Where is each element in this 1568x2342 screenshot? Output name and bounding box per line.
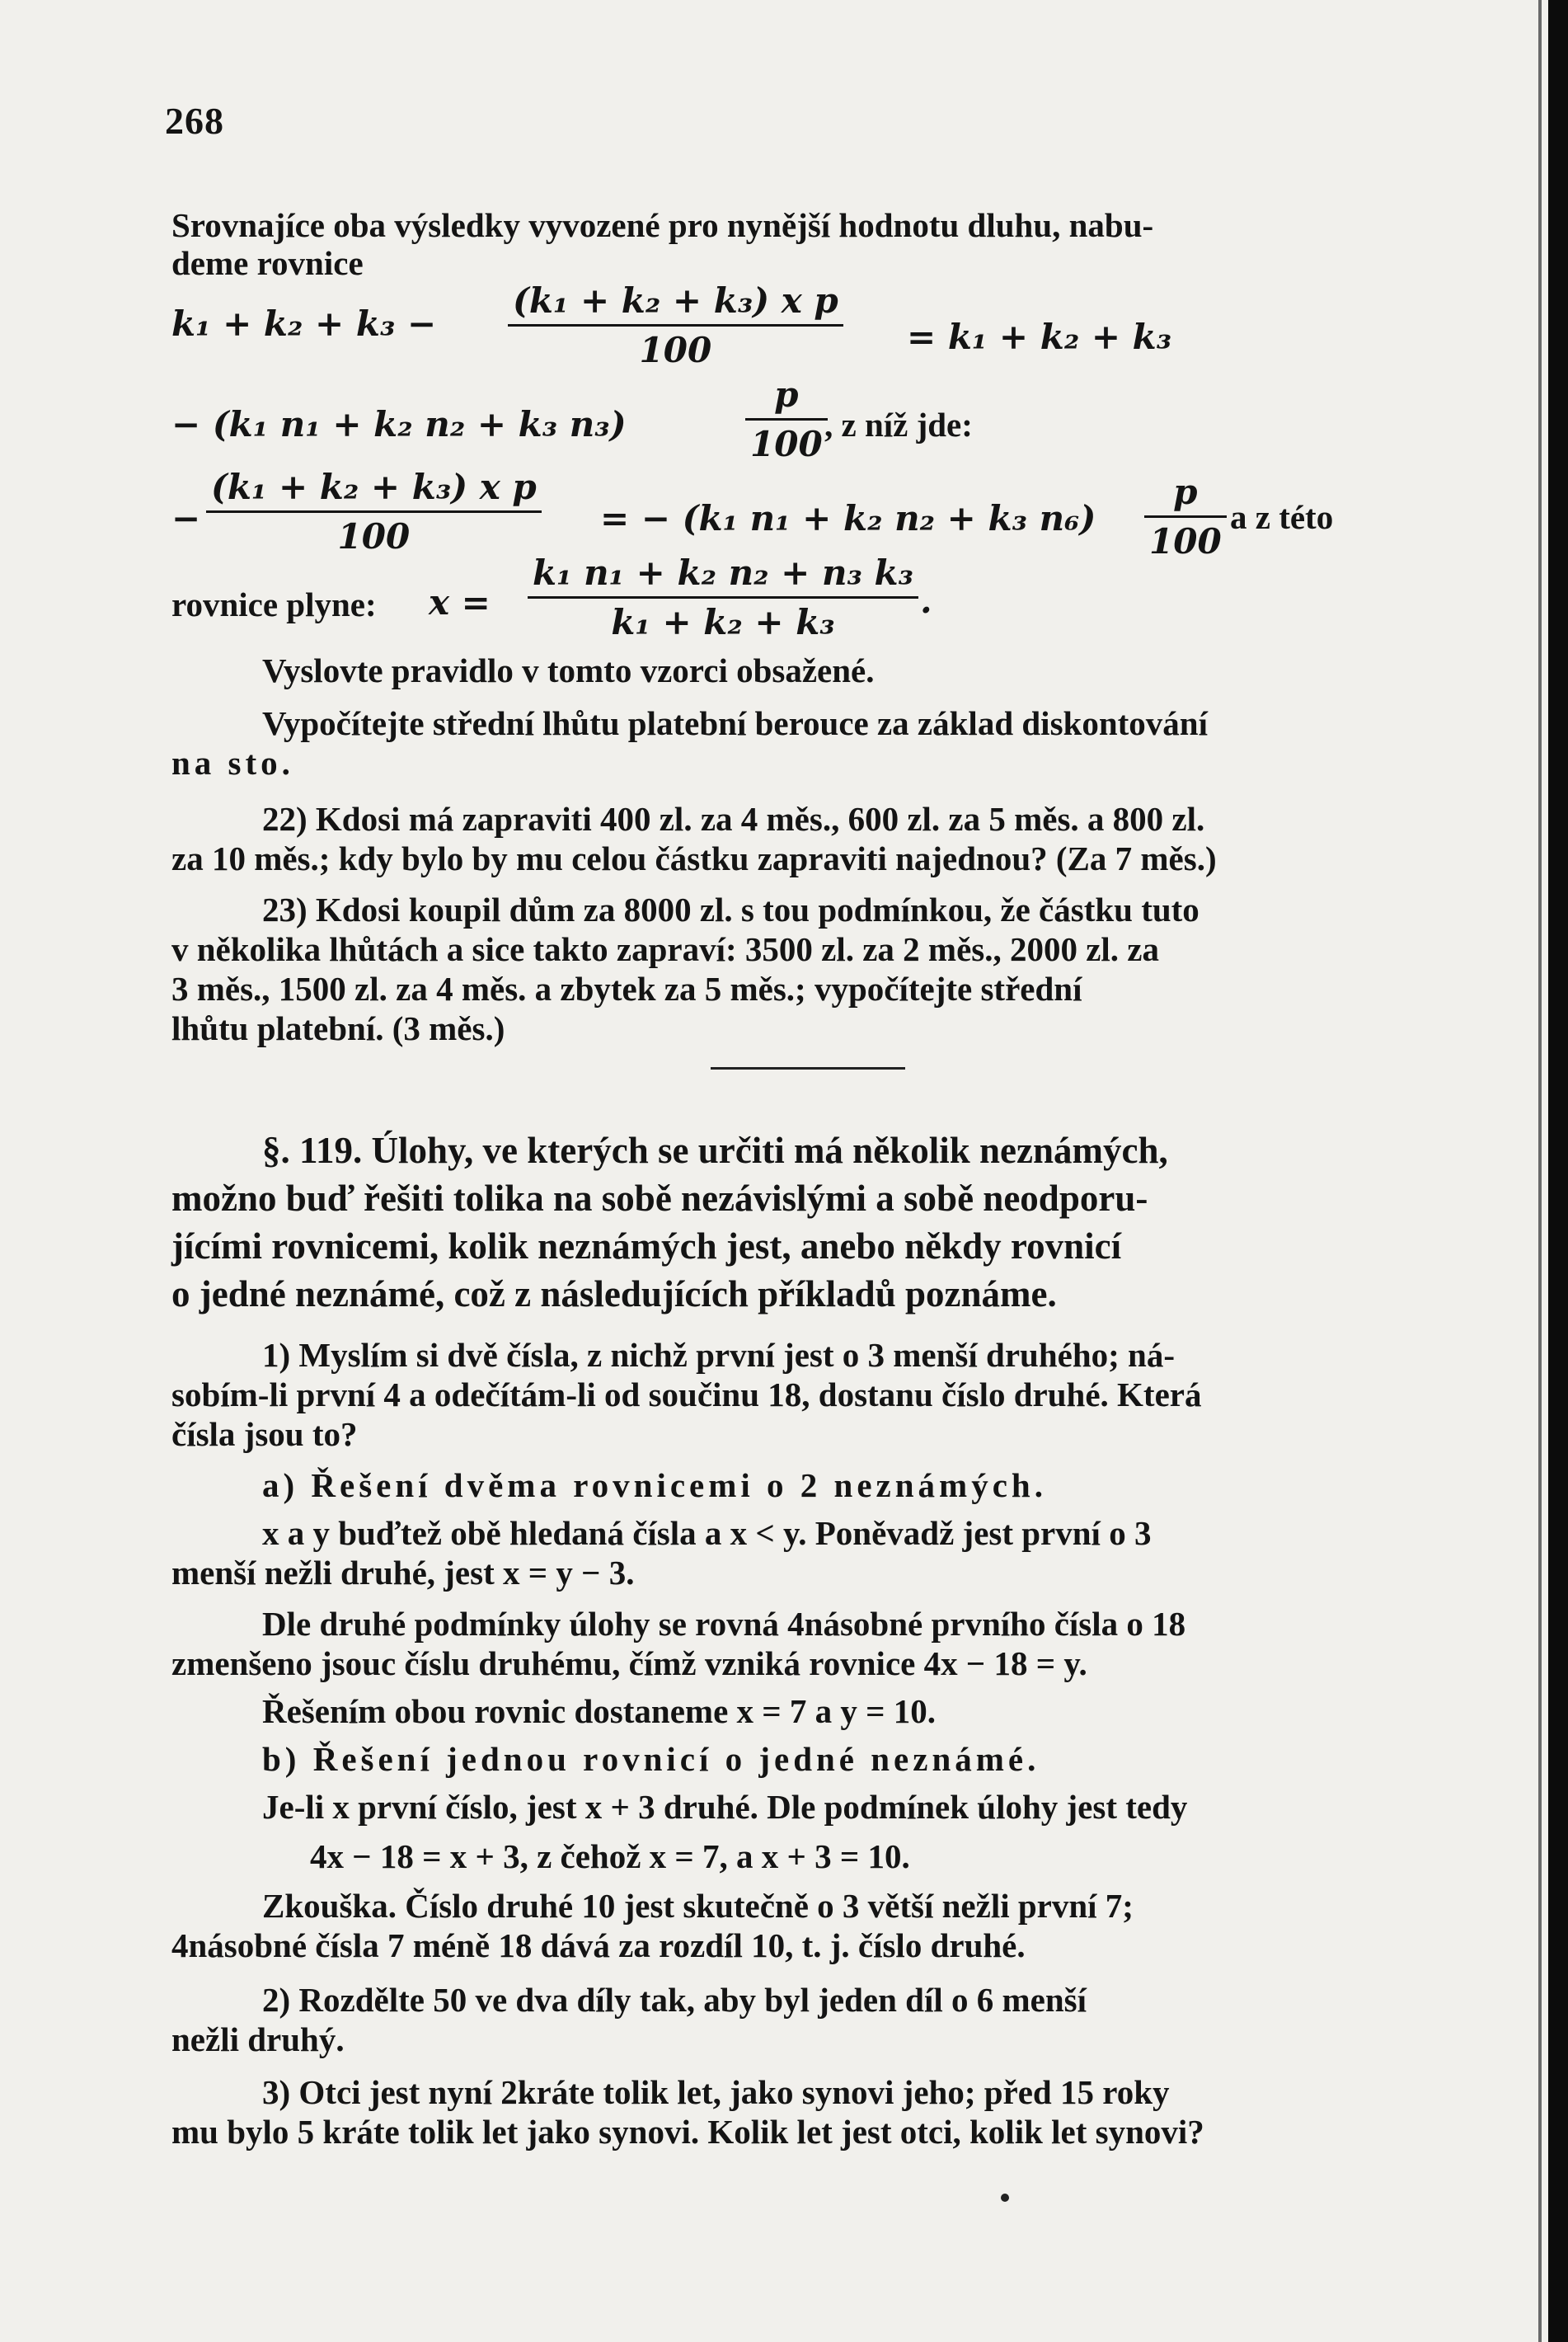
- equation-4-fraction: [528, 553, 918, 642]
- text-line: Vyslovte pravidlo v tomto vzorci obsažené.: [262, 651, 875, 689]
- solution-a-line-1: x a y buďtež obě hledaná čísla a x < y. Poněvadž jest první o 3: [262, 1514, 1152, 1552]
- equation-3-minus: −: [171, 498, 201, 538]
- solution-a-result: Řešením obou rovnic dostaneme x = 7 a y = 10.: [262, 1692, 936, 1730]
- problem-2-line-2: nežli druhý.: [171, 2020, 345, 2058]
- equation-3-numerator-2: p: [1173, 472, 1198, 512]
- equation-3-fraction-2: [1144, 472, 1227, 562]
- equation-1-left: k₁ + k₂ + k₃ −: [171, 303, 437, 344]
- equation-4-period: .: [920, 581, 932, 621]
- equation-3-tail: a z této: [1230, 498, 1334, 536]
- exercise-22-line-2: za 10 měs.; kdy bylo by mu celou částku zapraviti najednou? (Za 7 měs.): [171, 839, 1217, 877]
- solution-a-line-2: menší nežli druhé, jest x = y − 3.: [171, 1554, 635, 1592]
- equation-1-right: = k₁ + k₂ + k₃: [907, 317, 1172, 357]
- problem-1-line-1: 1) Myslím si dvě čísla, z nichž první jest o 3 menší druhého; ná-: [262, 1336, 1175, 1374]
- equation-3-denominator-2: 100: [1144, 515, 1227, 562]
- problem-1-line-3: čísla jsou to?: [171, 1415, 358, 1453]
- section-119-line-1: §. 119. Úlohy, ve kterých se určiti má několik neznámých,: [262, 1130, 1168, 1171]
- text-line: Srovnajíce oba výsledky vyvozené pro nynější hodnotu dluhu, nabu-: [171, 206, 1154, 244]
- problem-3-line-1: 3) Otci jest nyní 2kráte tolik let, jako synovi jeho; před 15 roky: [262, 2073, 1170, 2111]
- solution-a-line-4: zmenšeno jsouc číslu druhému, čímž vzniká rovnice 4x − 18 = y.: [171, 1644, 1087, 1682]
- equation-4-x: x =: [429, 582, 491, 623]
- exercise-23-line-2: v několika lhůtách a sice takto zapraví: 3500 zl. za 2 měs., 2000 zl. za: [171, 930, 1160, 968]
- book-binding-edge: [1548, 0, 1568, 2342]
- equation-1-fraction: [508, 280, 843, 370]
- section-119-line-3: jícími rovnicemi, kolik neznámých jest, anebo někdy rovnicí: [171, 1225, 1122, 1267]
- section-119-line-4: o jedné neznámé, což z následujících příkladů poznáme.: [171, 1273, 1057, 1314]
- equation-2-fraction: [745, 374, 828, 464]
- exercise-23-line-4: lhůtu platební. (3 měs.): [171, 1009, 505, 1047]
- equation-1-denominator: 100: [508, 324, 843, 370]
- solution-a-heading: a) Řešení dvěma rovnicemi o 2 neznámých.: [262, 1466, 1047, 1504]
- section-119-line-2: možno buď řešiti tolika na sobě nezávislými a sobě neodporu-: [171, 1178, 1148, 1219]
- text-line: na sto.: [171, 744, 294, 782]
- equation-2-numerator: p: [774, 374, 799, 415]
- equation-4-denominator: k₁ + k₂ + k₃: [528, 596, 918, 642]
- problem-3-line-2: mu bylo 5 kráte tolik let jako synovi. Kolik let jest otci, kolik let synovi?: [171, 2113, 1204, 2151]
- check-line-2: 4násobné čísla 7 méně 18 dává za rozdíl 10, t. j. číslo druhé.: [171, 1926, 1026, 1964]
- print-speck: [1001, 2194, 1009, 2202]
- solution-b-line-1: Je-li x první číslo, jest x + 3 druhé. Dle podmínek úlohy jest tedy: [262, 1788, 1188, 1826]
- equation-2-left: − (k₁ n₁ + k₂ n₂ + k₃ n₃): [171, 404, 627, 444]
- equation-4-numerator: k₁ n₁ + k₂ n₂ + n₃ k₃: [533, 553, 914, 593]
- equation-3-fraction: [206, 467, 542, 557]
- solution-b-heading: b) Řešení jednou rovnicí o jedné neznámé.: [262, 1740, 1040, 1778]
- equation-3-denominator: 100: [206, 510, 542, 557]
- exercise-23-line-1: 23) Kdosi koupil dům za 8000 zl. s tou podmínkou, že částku tuto: [262, 891, 1199, 929]
- equation-1-numerator: (k₁ + k₂ + k₃) x p: [513, 280, 838, 321]
- equation-2-tail: , z níž jde:: [824, 406, 973, 444]
- page-edge-shadow: [1538, 0, 1542, 2342]
- solution-a-line-3: Dle druhé podmínky úlohy se rovná 4násobné prvního čísla o 18: [262, 1605, 1186, 1643]
- equation-2-denominator: 100: [745, 418, 828, 464]
- text-line: deme rovnice: [171, 244, 364, 282]
- equation-3-numerator: (k₁ + k₂ + k₃) x p: [211, 467, 537, 507]
- exercise-23-line-3: 3 měs., 1500 zl. za 4 měs. a zbytek za 5 měs.; vypočítejte střední: [171, 970, 1082, 1008]
- check-line-1: Zkouška. Číslo druhé 10 jest skutečně o 3 větší nežli první 7;: [262, 1887, 1134, 1925]
- problem-2-line-1: 2) Rozdělte 50 ve dva díly tak, aby byl jeden díl o 6 menší: [262, 1981, 1087, 2019]
- section-divider: [711, 1067, 905, 1070]
- exercise-22-line-1: 22) Kdosi má zapraviti 400 zl. za 4 měs., 600 zl. za 5 měs. a 800 zl.: [262, 800, 1205, 838]
- problem-1-line-2: sobím-li první 4 a odečítám-li od součinu 18, dostanu číslo druhé. Která: [171, 1376, 1202, 1413]
- equation-4-label: rovnice plyne:: [171, 586, 377, 623]
- page-number: 268: [165, 100, 224, 142]
- solution-b-equation: 4x − 18 = x + 3, z čehož x = 7, a x + 3 = 10.: [310, 1837, 910, 1875]
- equation-3-middle: = − (k₁ n₁ + k₂ n₂ + k₃ n₆): [600, 498, 1096, 538]
- text-line: Vypočítejte střední lhůtu platební berouce za základ diskontování: [262, 704, 1208, 742]
